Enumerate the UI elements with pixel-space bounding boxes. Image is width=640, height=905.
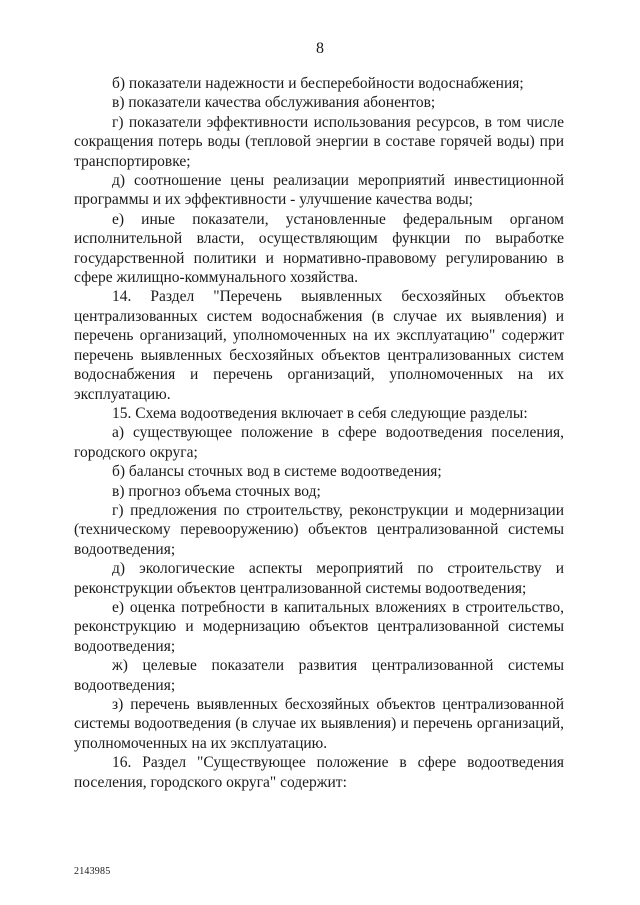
paragraph-e-investment-needs: е) оценка потребности в капитальных вложениях в строительство, реконструкцию и модернизацию объектов централизованной системы водоотведения; [74, 598, 564, 655]
paragraph-z-ownerless-sewerage: з) перечень выявленных бесхозяйных объектов централизованной системы водоотведения (в случае их выявления) и перечень организаций, уполномоченных на их эксплуатацию. [74, 696, 564, 752]
document-body [74, 74, 564, 792]
page-number: 8 [316, 40, 324, 57]
paragraph-d-price-ratio: д) соотношение цены реализации мероприятий инвестиционной программы и их эффективности - улучшение качества воды; [74, 172, 564, 209]
paragraph-zh-target-indicators: ж) целевые показатели развития централизованной системы водоотведения; [74, 657, 564, 694]
paragraph-v-wastewater-forecast: в) прогноз объема сточных вод; [112, 482, 321, 500]
paragraph-e-other-indicators: е) иные показатели, установленные федеральным органом исполнительной власти, осуществляющим функции по выработке государственной политики и нормативно-правовому регулированию в сфере жилищно-коммунального хозяйства. [74, 210, 564, 287]
paragraph-g-construction-proposals: г) предложения по строительству, реконструкции и модернизации (техническому перевооружению) объектов централизованной системы водоотведения; [74, 501, 564, 558]
document-code: 2143985 [74, 866, 111, 877]
paragraph-g-resource-efficiency: г) показатели эффективности использования ресурсов, в том числе сокращения потерь воды (тепловой энергии в составе горячей воды) при транспортировке; [74, 113, 564, 170]
paragraph-14-ownerless-objects: 14. Раздел "Перечень выявленных бесхозяйных объектов централизованных систем водоснабжения (в случае их выявления) и перечень организаций, уполномоченных на их эксплуатацию" содержит перечень выявленных бесхозяйных объектов централизованных систем водоснабжения и перечень организаций, уполномоченных на их эксплуатацию. [74, 288, 564, 403]
paragraph-15-sewerage-scheme: 15. Схема водоотведения включает в себя следующие разделы: [112, 404, 528, 422]
paragraph-16-current-state-section: 16. Раздел "Существующее положение в сфере водоотведения поселения, городского округа" содержит: [74, 754, 564, 791]
paragraph-b-wastewater-balance: б) балансы сточных вод в системе водоотведения; [112, 463, 442, 481]
paragraph-a-current-state: а) существующее положение в сфере водоотведения поселения, городского округа; [74, 424, 564, 461]
paragraph-b-reliability: б) показатели надежности и бесперебойности водоснабжения; [112, 75, 524, 92]
paragraph-d-ecological-aspects: д) экологические аспекты мероприятий по строительству и реконструкции объектов централизованной системы водоотведения; [74, 560, 564, 597]
paragraph-v-service-quality: в) показатели качества обслуживания абонентов; [112, 94, 436, 112]
